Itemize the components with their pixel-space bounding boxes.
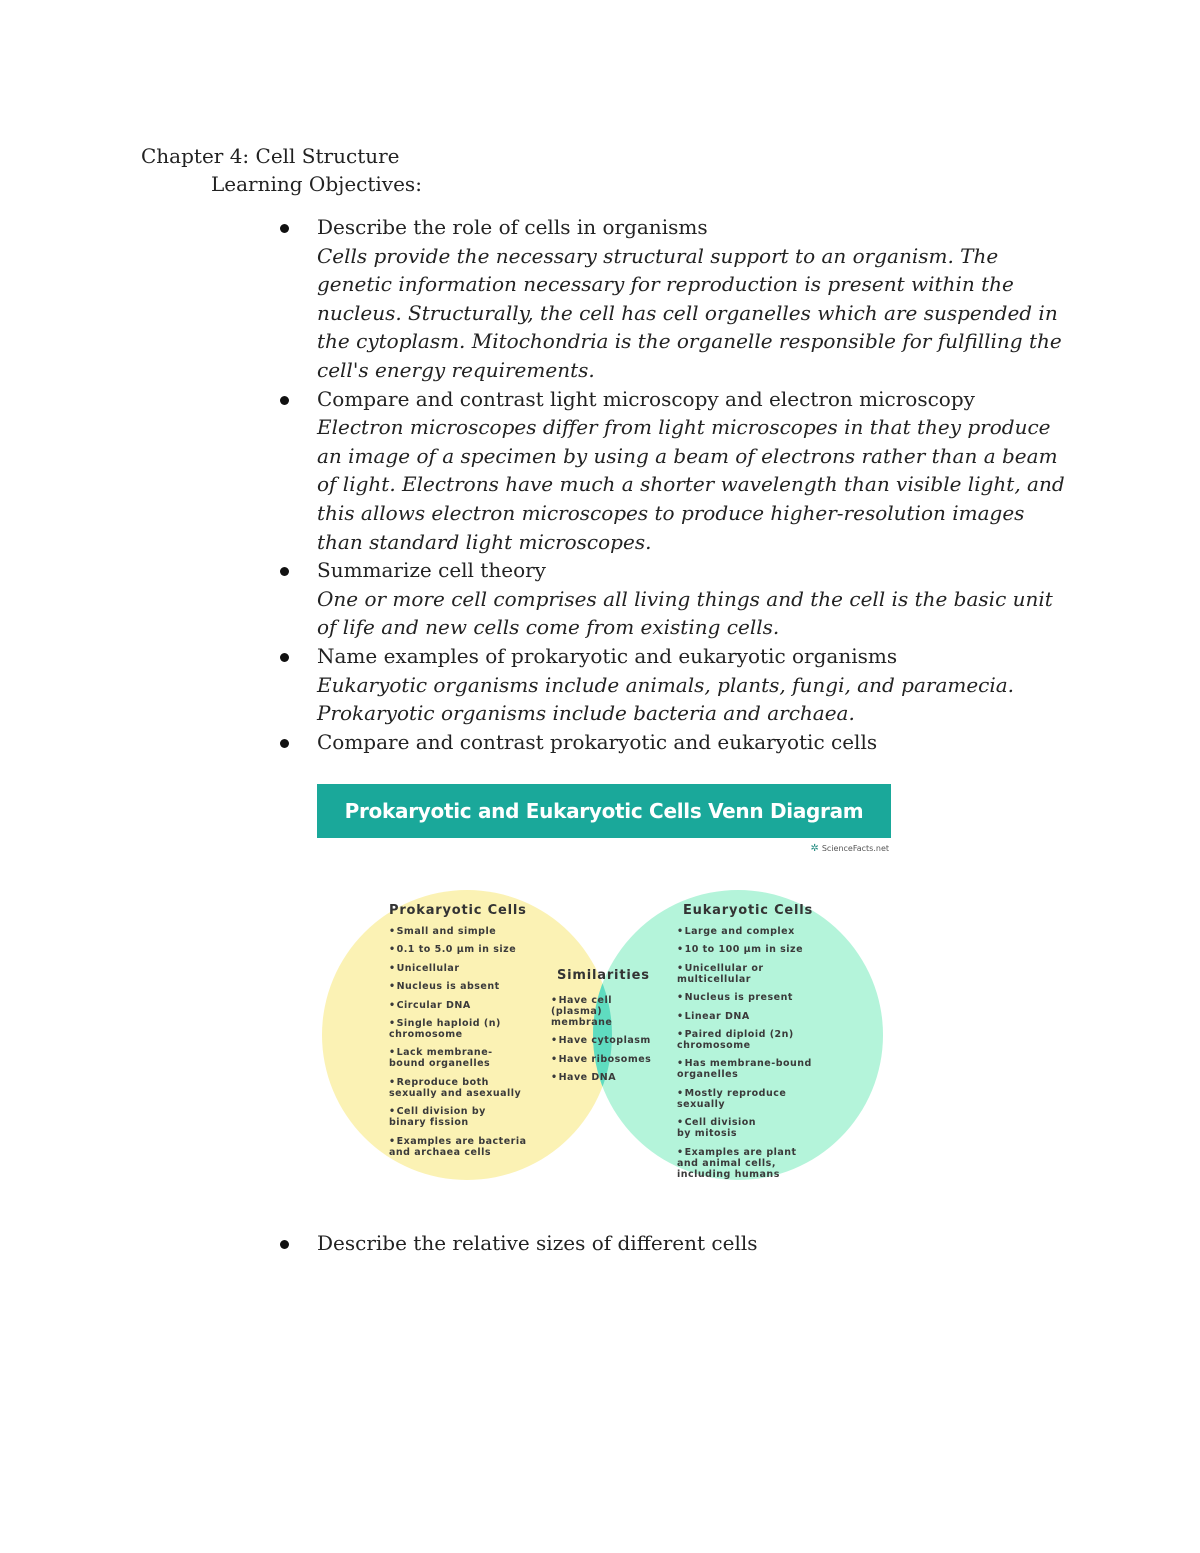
objective-answer: Eukaryotic organisms include animals, plants, fungi, and paramecia. Prokaryotic organisms include bacteria and archaea.	[317, 672, 1015, 726]
prokaryotic-item: • Reproduce both sexually and asexually	[389, 1077, 559, 1099]
similarity-item: • Have cell (plasma) membrane	[551, 995, 661, 1028]
eukaryotic-item: • Nucleus is present	[677, 992, 837, 1003]
eukaryotic-item: • Examples are plant and animal cells, including humans	[677, 1147, 837, 1180]
bullet-icon	[280, 224, 289, 233]
prokaryotic-item: • Unicellular	[389, 963, 559, 974]
bullet-icon	[280, 567, 289, 576]
objective-answer: Electron microscopes differ from light microscopes in that they produce an image of a specimen by using a beam of electrons rather than a beam of light. Electrons have much a shorter wavelength than visible light, and this allows electron microscopes to produce higher-resolution images than standard light microscopes.	[317, 415, 1065, 554]
source-credit	[810, 843, 889, 854]
bullet-icon	[280, 653, 289, 662]
eukaryotic-item: • Linear DNA	[677, 1011, 837, 1022]
bullet-icon	[280, 396, 289, 405]
prokaryotic-item: • 0.1 to 5.0 µm in size	[389, 944, 559, 955]
objective-item	[0, 642, 1067, 728]
eukaryotic-item: • Large and complex	[677, 926, 837, 937]
similarity-item: • Have cytoplasm	[551, 1035, 661, 1046]
similarity-item: • Have ribosomes	[551, 1054, 661, 1065]
prokaryotic-item: • Lack membrane- bound organelles	[389, 1047, 559, 1069]
prokaryotic-heading: Prokaryotic Cells	[389, 903, 527, 918]
objective-item	[0, 385, 1067, 557]
credit-text: ScienceFacts.net	[821, 844, 889, 853]
prokaryotic-list	[389, 926, 559, 1158]
eukaryotic-item: • Paired diploid (2n) chromosome	[677, 1029, 837, 1051]
objective-title: Describe the role of cells in organisms	[317, 215, 708, 239]
atom-icon: ✲	[810, 843, 819, 854]
eukaryotic-list	[677, 926, 837, 1180]
objective-item	[0, 728, 1067, 757]
similarity-item: • Have DNA	[551, 1072, 661, 1083]
similarities-list	[551, 995, 661, 1083]
bullet-icon	[280, 1240, 289, 1249]
prokaryotic-item: • Single haploid (n) chromosome	[389, 1018, 559, 1040]
objective-item	[0, 556, 1067, 642]
objective-title: Name examples of prokaryotic and eukaryotic organisms	[317, 643, 898, 668]
prokaryotic-item: • Circular DNA	[389, 1000, 559, 1011]
prokaryotic-item: • Small and simple	[389, 926, 559, 937]
eukaryotic-item: • 10 to 100 µm in size	[677, 944, 837, 955]
similarities-column	[551, 968, 661, 1091]
eukaryotic-column	[677, 903, 837, 1187]
eukaryotic-item: • Cell division by mitosis	[677, 1117, 837, 1139]
objective-title: Compare and contrast light microscopy and electron microscopy	[317, 386, 975, 411]
bullet-icon	[280, 739, 289, 748]
eukaryotic-item: • Mostly reproduce sexually	[677, 1088, 837, 1110]
objective-item	[0, 1229, 1200, 1258]
eukaryotic-item: • Unicellular or multicellular	[677, 963, 837, 985]
learning-objectives-heading: Learning Objectives:	[211, 172, 422, 196]
objective-title: Describe the relative sizes of different cells	[317, 1231, 758, 1255]
eukaryotic-item: • Has membrane-bound organelles	[677, 1058, 837, 1080]
venn-diagram-figure	[317, 784, 891, 1212]
diagram-banner: Prokaryotic and Eukaryotic Cells Venn Diagram	[317, 784, 891, 838]
eukaryotic-heading: Eukaryotic Cells	[683, 903, 814, 918]
prokaryotic-item: • Cell division by binary fission	[389, 1106, 559, 1128]
objective-title: Compare and contrast prokaryotic and eukaryotic cells	[317, 729, 878, 754]
prokaryotic-item: • Examples are bacteria and archaea cells	[389, 1136, 559, 1158]
prokaryotic-item: • Nucleus is absent	[389, 981, 559, 992]
objective-answer: Cells provide the necessary structural support to an organism. The genetic information necessary for reproduction is present within the nucleus. Structurally, the cell has cell organelles which are suspended in the cytoplasm. Mitochondria is the organelle responsible for fulfilling the cell's energy requirements.	[317, 243, 1062, 382]
similarities-heading: Similarities	[557, 968, 650, 983]
page-title: Chapter 4: Cell Structure	[141, 144, 400, 168]
objectives-list	[0, 213, 1200, 756]
objective-answer: One or more cell comprises all living things and the cell is the basic unit of life and new cells come from existing cells.	[317, 586, 1053, 640]
prokaryotic-column	[389, 903, 559, 1165]
objective-title: Summarize cell theory	[317, 558, 546, 583]
objective-item	[0, 213, 1067, 385]
